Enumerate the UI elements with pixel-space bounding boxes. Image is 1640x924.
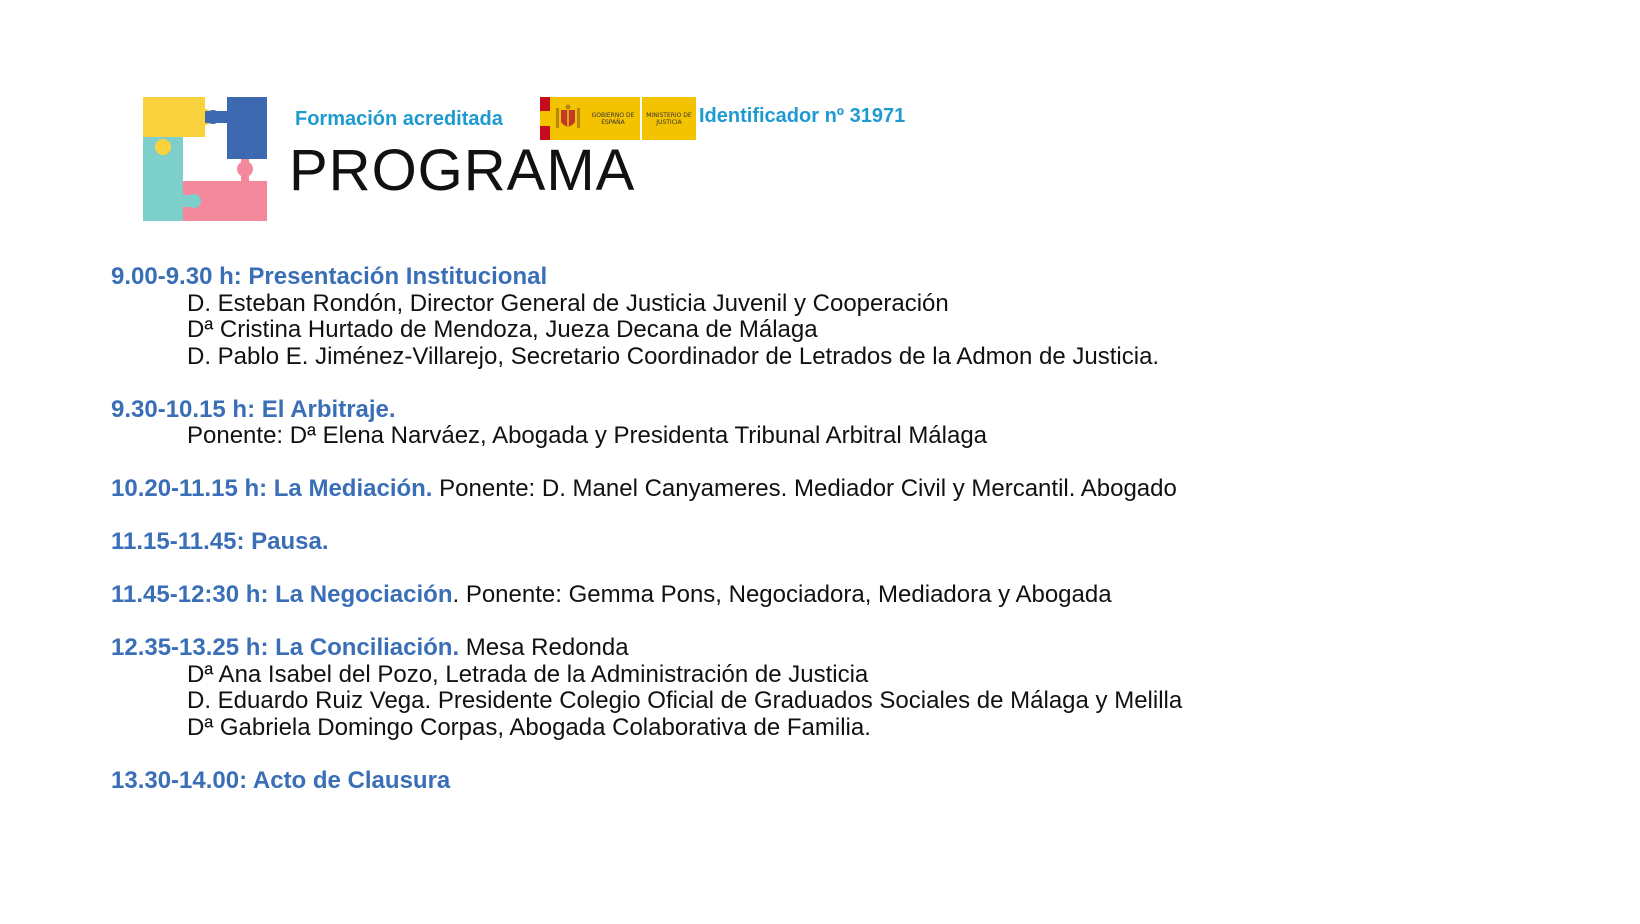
gobierno-espana-text: GOBIERNO DE ESPAÑA bbox=[591, 111, 635, 126]
session-time-title: 10.20-11.15 h: La Mediación. bbox=[111, 475, 433, 502]
session-time-title: 12.35-13.25 h: La Conciliación. bbox=[111, 634, 460, 661]
program-item-heading bbox=[111, 529, 1591, 556]
session-inline-detail: Mesa Redonda bbox=[459, 634, 629, 661]
program-item bbox=[111, 582, 1591, 609]
program-item bbox=[111, 476, 1591, 503]
page-title: PROGRAMA bbox=[289, 138, 636, 203]
session-time-title: 9.00-9.30 h: Presentación Institucional bbox=[111, 263, 548, 290]
session-time-title: 11.15-11.45: Pausa. bbox=[111, 528, 329, 555]
session-time-title: 13.30-14.00: Acto de Clausura bbox=[111, 766, 451, 794]
session-time-title: 9.30-10.15 h: El Arbitraje. bbox=[111, 395, 396, 423]
program-item-heading bbox=[111, 582, 1591, 609]
accredited-label: Formación acreditada bbox=[295, 108, 503, 130]
program-list bbox=[111, 264, 1591, 821]
spain-flag-icon bbox=[540, 97, 550, 140]
gobierno-espana-logo bbox=[540, 97, 696, 140]
program-item bbox=[111, 264, 1591, 370]
speaker-line: D. Pablo E. Jiménez-Villarejo, Secretario Coordinador de Letrados de la Admon de Justicia. bbox=[187, 342, 1160, 370]
program-item-heading bbox=[111, 397, 1591, 424]
program-item bbox=[111, 397, 1591, 450]
program-item-heading bbox=[111, 768, 1591, 795]
speaker-line: Dª Ana Isabel del Pozo, Letrada de la Administración de Justicia bbox=[187, 660, 869, 688]
speaker-line: D. Eduardo Ruiz Vega. Presidente Colegio Oficial de Graduados Sociales de Málaga y Melilla bbox=[187, 687, 1183, 714]
program-item bbox=[111, 529, 1591, 556]
program-item bbox=[111, 768, 1591, 795]
speaker-line: Dª Cristina Hurtado de Mendoza, Jueza Decana de Málaga bbox=[187, 316, 818, 343]
program-item-heading bbox=[111, 476, 1591, 503]
coat-of-arms-icon bbox=[550, 97, 586, 140]
session-inline-detail: Ponente: D. Manel Canyameres. Mediador Civil y Mercantil. Abogado bbox=[432, 475, 1177, 502]
session-time-title: 11.45-12:30 h: La Negociación bbox=[111, 581, 453, 608]
program-item bbox=[111, 635, 1591, 741]
identifier-label: Identificador nº 31971 bbox=[699, 105, 906, 127]
program-item-heading bbox=[111, 264, 1591, 291]
program-item-heading bbox=[111, 635, 1591, 662]
session-inline-detail: . Ponente: Gemma Pons, Negociadora, Mediadora y Abogada bbox=[452, 581, 1112, 608]
speaker-line: Dª Gabriela Domingo Corpas, Abogada Colaborativa de Familia. bbox=[187, 713, 871, 741]
ministerio-justicia-text: MINISTERIO DE JUSTICIA bbox=[646, 111, 692, 126]
speaker-line: Ponente: Dª Elena Narváez, Abogada y Presidenta Tribunal Arbitral Málaga bbox=[187, 422, 988, 449]
speaker-line: D. Esteban Rondón, Director General de Justicia Juvenil y Cooperación bbox=[187, 289, 949, 317]
puzzle-logo-icon bbox=[143, 97, 267, 221]
